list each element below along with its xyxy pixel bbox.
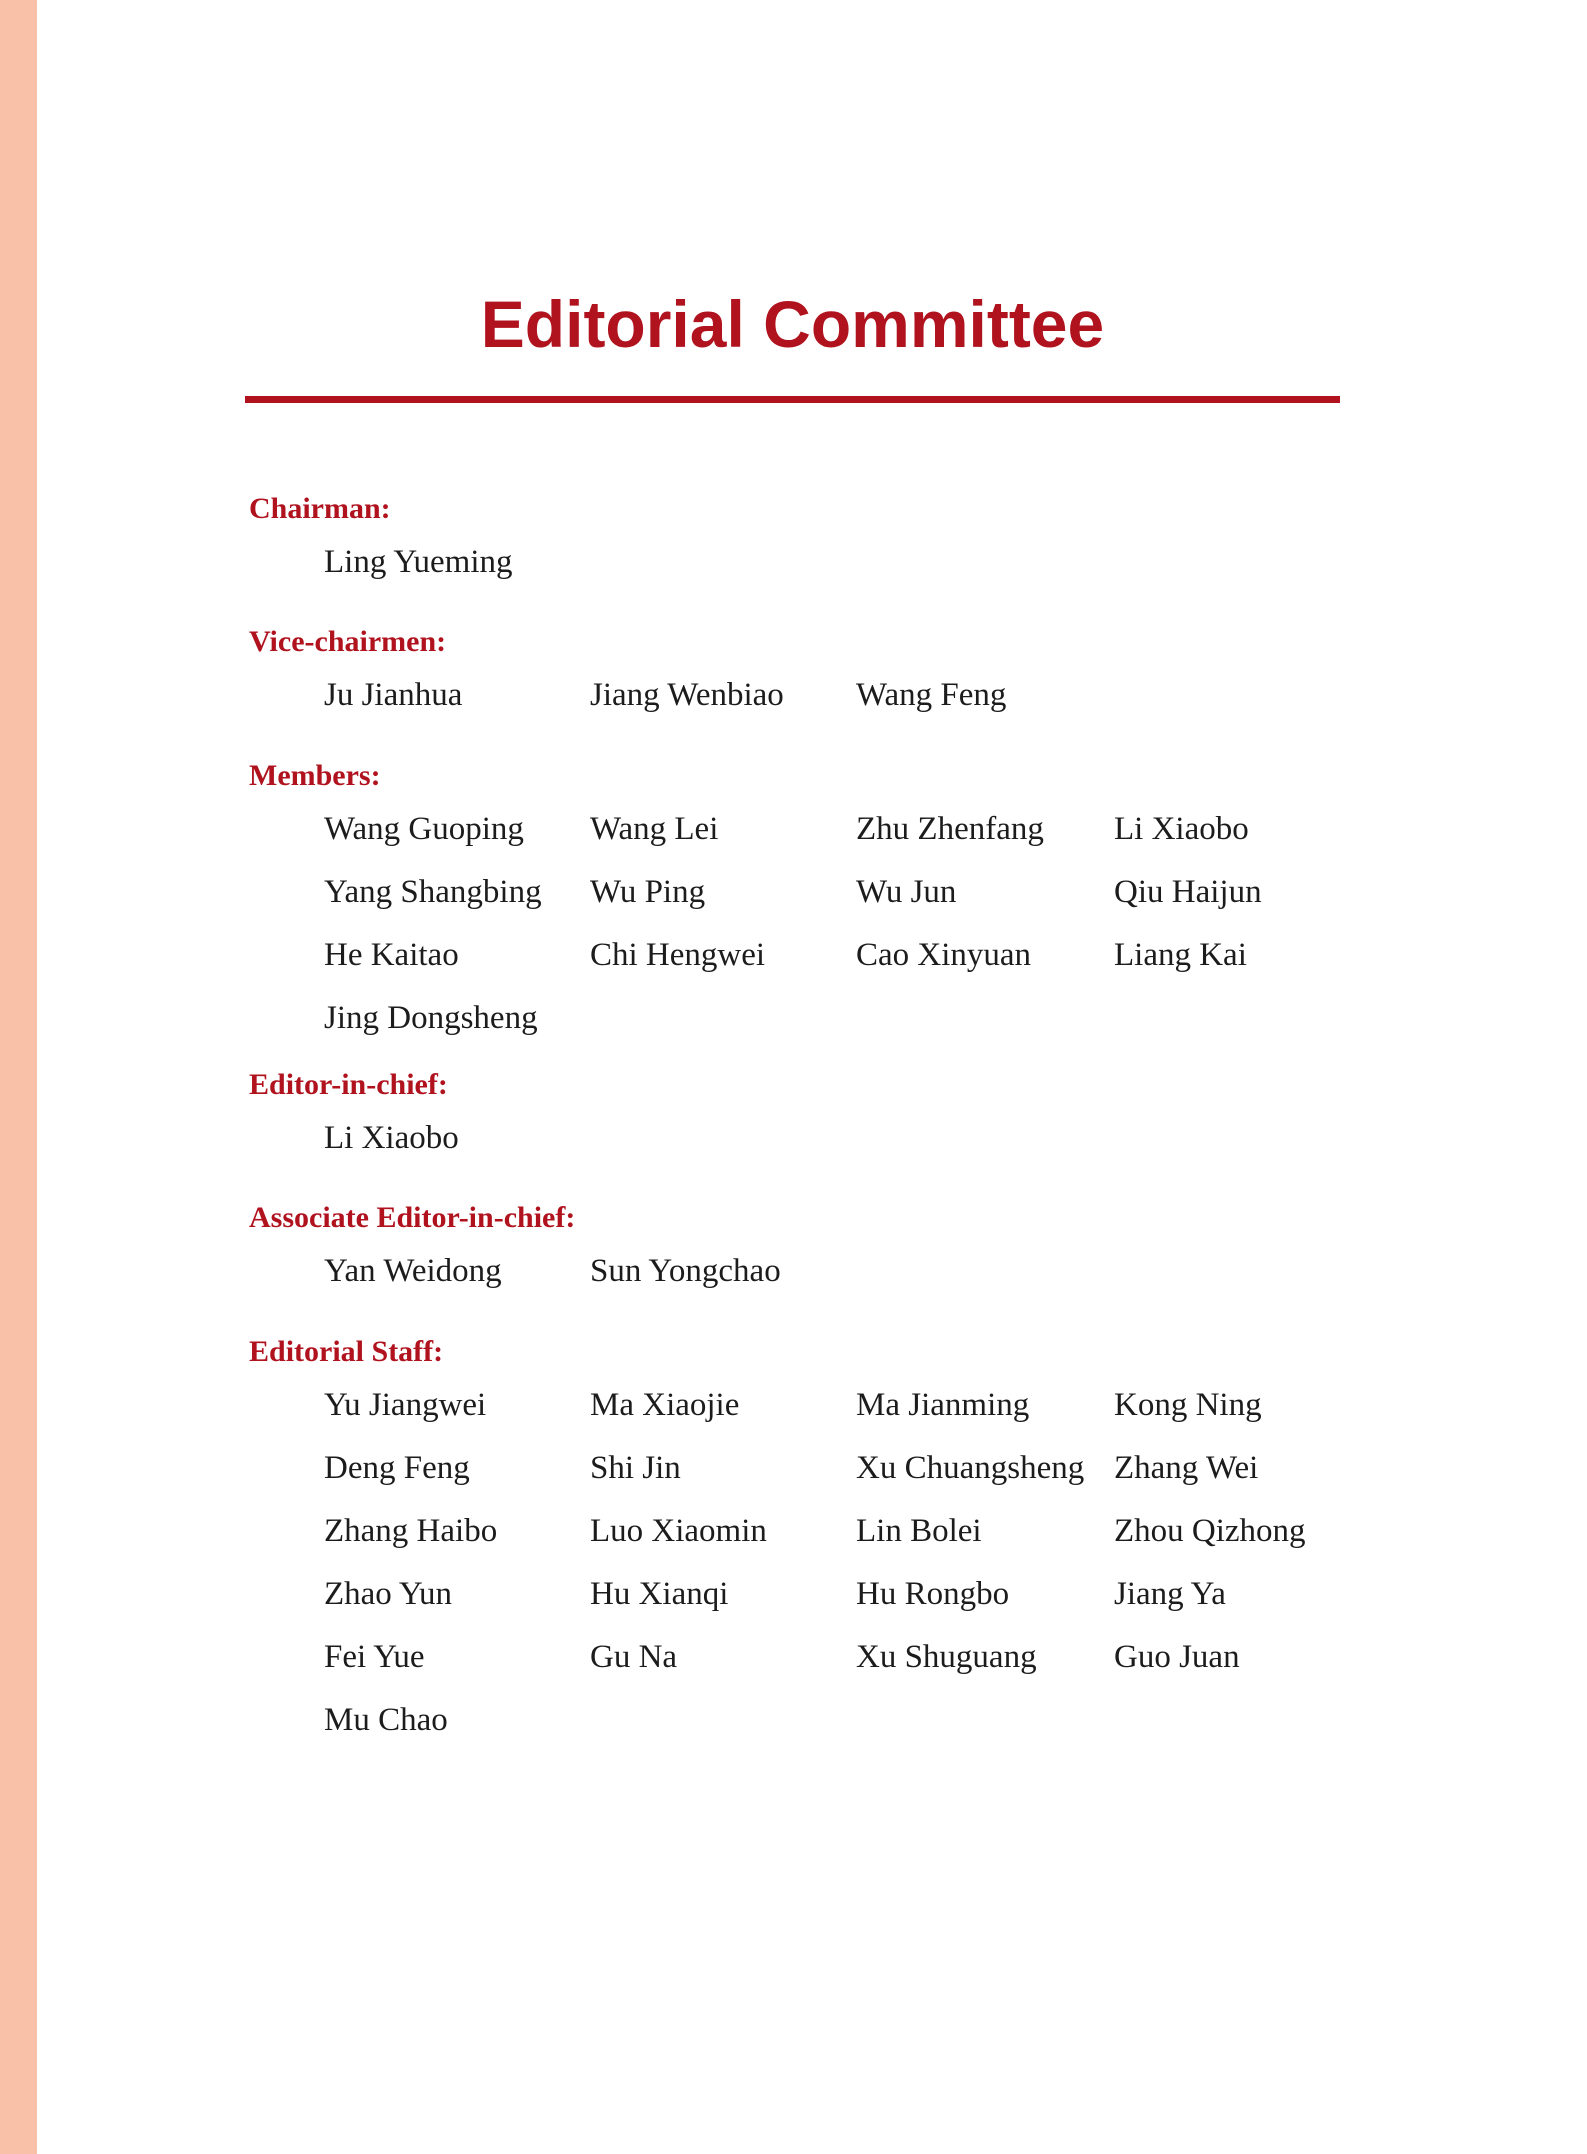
section-editor-in-chief [249, 1065, 1369, 1181]
section-editorial-staff [249, 1332, 1369, 1763]
section-heading: Editor-in-chief: [249, 1068, 448, 1101]
person-name: Luo Xiaomin [590, 1513, 767, 1549]
person-name: Wang Lei [590, 811, 719, 847]
person-name: Ma Jianming [856, 1387, 1030, 1423]
person-name: Zhou Qizhong [1114, 1513, 1306, 1549]
person-name: Qiu Haijun [1114, 874, 1262, 910]
section-heading: Chairman: [249, 492, 391, 525]
person-name: Gu Na [590, 1639, 678, 1675]
person-name: Lin Bolei [856, 1513, 982, 1549]
person-name: Liang Kai [1114, 937, 1247, 973]
person-name: Guo Juan [1114, 1639, 1240, 1675]
section-heading: Editorial Staff: [249, 1335, 444, 1368]
person-name: Ma Xiaojie [590, 1387, 740, 1423]
person-name: Jing Dongsheng [324, 1000, 538, 1036]
person-name: Jiang Ya [1114, 1576, 1226, 1612]
names-list [324, 542, 1369, 605]
names-list [324, 1251, 1369, 1314]
person-name: Wu Ping [590, 874, 706, 910]
person-name: Fei Yue [324, 1639, 425, 1675]
person-name: Xu Chuangsheng [856, 1450, 1085, 1486]
person-name: He Kaitao [324, 937, 459, 973]
person-name: Zhao Yun [324, 1576, 453, 1612]
page-title: Editorial Committee [480, 287, 1105, 361]
section-vice-chairmen [249, 622, 1369, 738]
person-name: Cao Xinyuan [856, 937, 1032, 973]
person-name: Ju Jianhua [324, 677, 463, 713]
page-edge-band [0, 0, 37, 2154]
person-name: Wang Guoping [324, 811, 524, 847]
person-name: Zhu Zhenfang [856, 811, 1044, 847]
names-list [324, 1385, 1369, 1763]
person-name: Jiang Wenbiao [590, 677, 784, 713]
person-name: Wu Jun [856, 874, 957, 910]
section-heading: Associate Editor-in-chief: [249, 1201, 576, 1234]
section-heading: Vice-chairmen: [249, 625, 447, 658]
person-name: Hu Xianqi [590, 1576, 729, 1612]
section-associate-editor-in-chief [249, 1198, 1369, 1314]
person-name: Sun Yongchao [590, 1253, 781, 1289]
title-underline [245, 396, 1340, 403]
person-name: Yan Weidong [324, 1253, 502, 1289]
person-name: Yang Shangbing [324, 874, 542, 910]
names-list [324, 809, 1369, 1061]
names-list [324, 675, 1369, 738]
person-name: Deng Feng [324, 1450, 470, 1486]
section-chairman [249, 489, 1369, 605]
person-name: Hu Rongbo [856, 1576, 1010, 1612]
section-members [249, 756, 1369, 1061]
person-name: Li Xiaobo [1114, 811, 1249, 847]
names-list [324, 1118, 1369, 1181]
person-name: Li Xiaobo [324, 1120, 459, 1156]
person-name: Shi Jin [590, 1450, 681, 1486]
person-name: Ling Yueming [324, 544, 513, 580]
person-name: Mu Chao [324, 1702, 448, 1738]
person-name: Zhang Haibo [324, 1513, 498, 1549]
person-name: Xu Shuguang [856, 1639, 1037, 1675]
person-name: Yu Jiangwei [324, 1387, 487, 1423]
person-name: Chi Hengwei [590, 937, 766, 973]
person-name: Zhang Wei [1114, 1450, 1259, 1486]
person-name: Kong Ning [1114, 1387, 1262, 1423]
section-heading: Members: [249, 759, 381, 792]
person-name: Wang Feng [856, 677, 1007, 713]
